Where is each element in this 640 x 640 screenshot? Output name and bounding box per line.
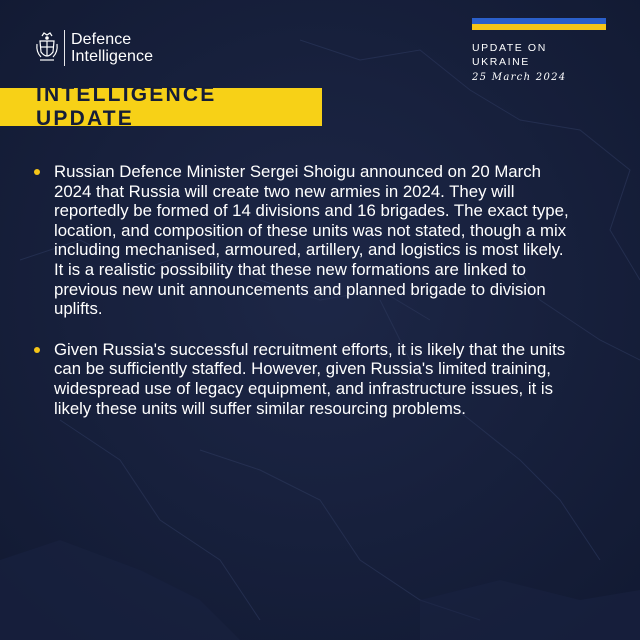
defence-intelligence-logo <box>34 28 153 68</box>
bullet-item <box>34 162 594 319</box>
update-date: 25 March 2024 <box>472 72 567 83</box>
bullet-dot <box>34 347 40 353</box>
bullet-item <box>34 340 594 418</box>
bullet-text: Russian Defence Minister Sergei Shoigu announced on 20 March 2024 that Russia will create two new armies in 2024. They will reportedly be formed of 14 divisions and 16 brigades. The exact type, location, and composition of these units was not stated, though a mix including mechanised, armoured, artillery, and logistics is most likely. It is a realistic possibility that these new formations are linked to previous new unit announcements and planned brigade to division uplifts. <box>54 162 569 319</box>
logo-wordmark <box>71 31 153 65</box>
bullet-dot <box>34 169 40 175</box>
flag-yellow-stripe <box>472 24 606 30</box>
logo-line-1: Defence <box>71 31 132 48</box>
bullet-text: Given Russia's successful recruitment efforts, it is likely that the units can be sufficiently staffed. However, given Russia's limited training, widespread use of legacy equipment, and infrastructure issues, it is likely these units will suffer similar resourcing problems. <box>54 339 566 418</box>
update-label <box>472 41 606 85</box>
intelligence-update-banner <box>0 83 322 130</box>
logo-line-2: Intelligence <box>71 48 154 65</box>
royal-crest-icon <box>34 30 60 66</box>
logo-divider <box>64 30 65 66</box>
update-content <box>34 162 594 439</box>
ukraine-flag-bar <box>472 18 606 30</box>
banner-title: INTELLIGENCE UPDATE <box>36 83 217 130</box>
update-title: UPDATE ON UKRAINE <box>472 42 547 68</box>
